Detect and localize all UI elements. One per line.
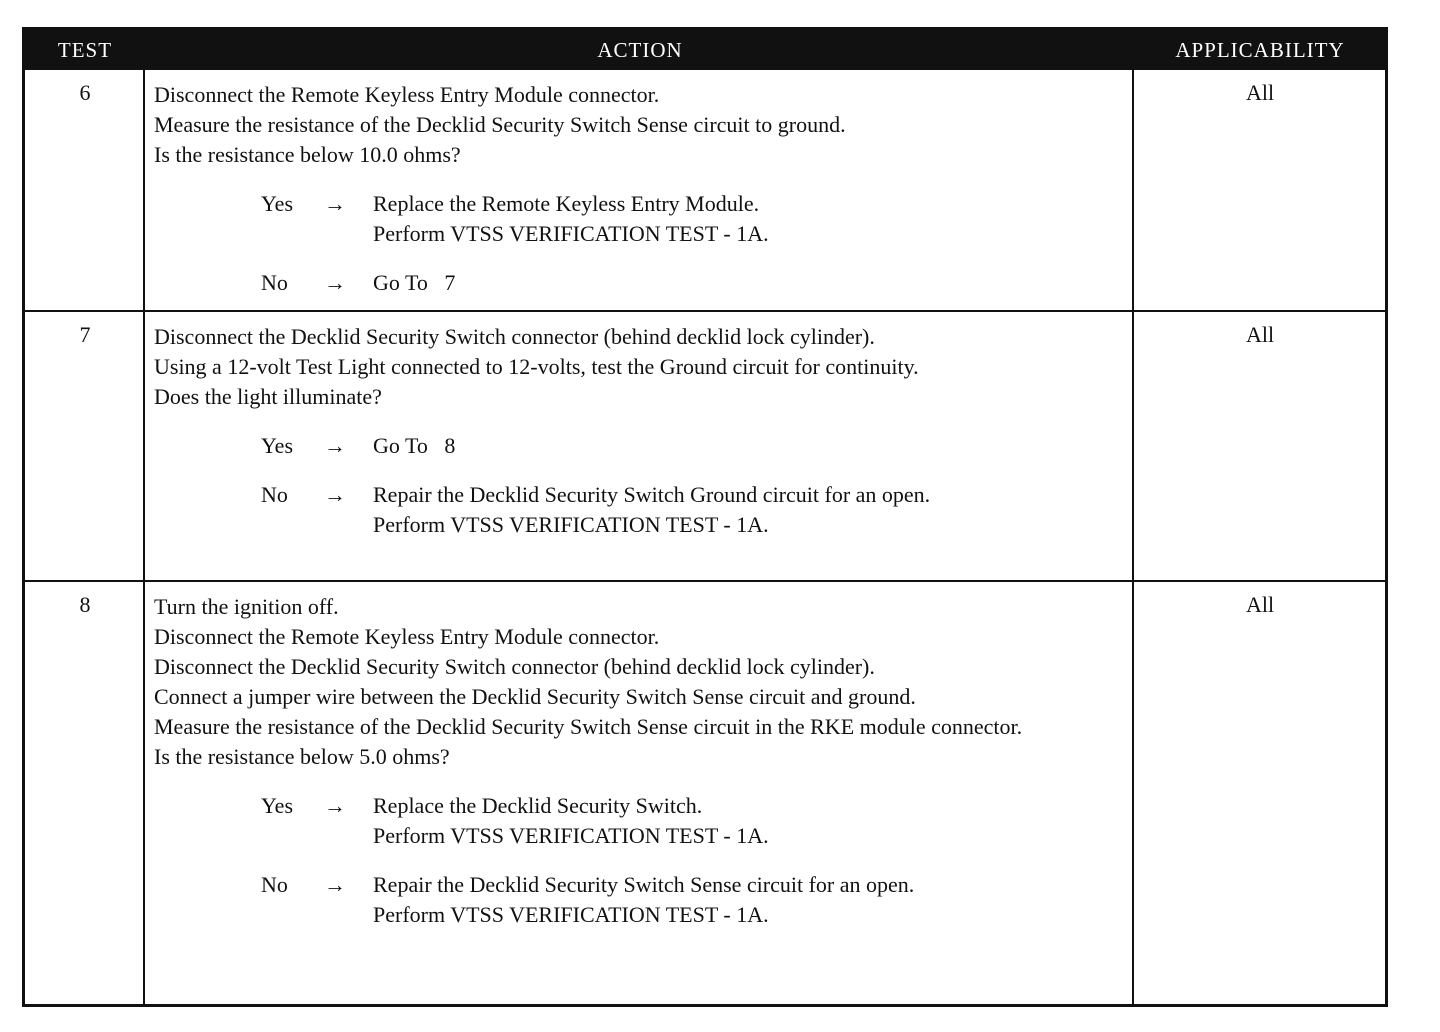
- yes-result-followup: Perform VTSS VERIFICATION TEST - 1A.: [373, 823, 769, 848]
- no-label: No: [261, 270, 288, 295]
- table-header: [25, 30, 1385, 70]
- yes-result: Replace the Remote Keyless Entry Module.: [373, 191, 760, 216]
- test-number: 7: [79, 322, 91, 347]
- table-row: [25, 312, 1385, 580]
- header-applicability: APPLICABILITY: [1175, 38, 1345, 62]
- arrow-right-icon: →: [324, 191, 346, 216]
- action-line: Connect a jumper wire between the Decklid Security Switch Sense circuit and ground.: [154, 684, 916, 709]
- yes-result: Replace the Decklid Security Switch.: [373, 793, 703, 818]
- no-result: Repair the Decklid Security Switch Ground circuit for an open.: [373, 482, 931, 507]
- no-result: Go To 7: [373, 270, 456, 295]
- no-result: Repair the Decklid Security Switch Sense circuit for an open.: [373, 872, 915, 897]
- no-label: No: [261, 482, 288, 507]
- no-result-followup: Perform VTSS VERIFICATION TEST - 1A.: [373, 512, 769, 537]
- test-number: 6: [79, 80, 91, 105]
- action-line: Measure the resistance of the Decklid Security Switch Sense circuit to ground.: [154, 112, 846, 137]
- header-test: TEST: [57, 38, 113, 62]
- action-line: Disconnect the Decklid Security Switch connector (behind decklid lock cylinder).: [154, 654, 875, 679]
- action-line: Disconnect the Remote Keyless Entry Module connector.: [154, 82, 660, 107]
- no-branch: [154, 268, 1124, 298]
- yes-result: Go To 8: [373, 433, 456, 458]
- action-line: Does the light illuminate?: [154, 384, 382, 409]
- table-row: [25, 70, 1385, 310]
- action-line: Measure the resistance of the Decklid Security Switch Sense circuit in the RKE module connector.: [154, 714, 1023, 739]
- yes-branch: [154, 189, 1124, 249]
- arrow-right-icon: →: [324, 482, 346, 507]
- action-line: Is the resistance below 10.0 ohms?: [154, 142, 461, 167]
- arrow-right-icon: →: [324, 270, 346, 295]
- yes-label: Yes: [261, 433, 294, 458]
- action-cell: [154, 322, 1124, 540]
- action-cell: [154, 592, 1124, 930]
- action-line: Turn the ignition off.: [154, 594, 339, 619]
- header-action: ACTION: [597, 38, 683, 62]
- action-cell: [154, 80, 1124, 298]
- arrow-right-icon: →: [324, 872, 346, 897]
- applicability-value: All: [1245, 592, 1275, 617]
- table-row: [25, 582, 1385, 1004]
- action-line: Disconnect the Decklid Security Switch connector (behind decklid lock cylinder).: [154, 324, 875, 349]
- test-number: 8: [79, 592, 91, 617]
- arrow-right-icon: →: [324, 433, 346, 458]
- no-label: No: [261, 872, 288, 897]
- yes-branch: [154, 431, 1124, 461]
- diagnostic-table: [22, 27, 1388, 1007]
- action-line: Is the resistance below 5.0 ohms?: [154, 744, 450, 769]
- no-result-followup: Perform VTSS VERIFICATION TEST - 1A.: [373, 902, 769, 927]
- action-line: Using a 12-volt Test Light connected to 12-volts, test the Ground circuit for continuity.: [154, 354, 919, 379]
- yes-label: Yes: [261, 793, 294, 818]
- applicability-value: All: [1245, 80, 1275, 105]
- yes-label: Yes: [261, 191, 294, 216]
- yes-branch: [154, 791, 1124, 851]
- yes-result-followup: Perform VTSS VERIFICATION TEST - 1A.: [373, 221, 769, 246]
- arrow-right-icon: →: [324, 793, 346, 818]
- no-branch: [154, 870, 1124, 930]
- action-line: Disconnect the Remote Keyless Entry Module connector.: [154, 624, 660, 649]
- applicability-value: All: [1245, 322, 1275, 347]
- no-branch: [154, 480, 1124, 540]
